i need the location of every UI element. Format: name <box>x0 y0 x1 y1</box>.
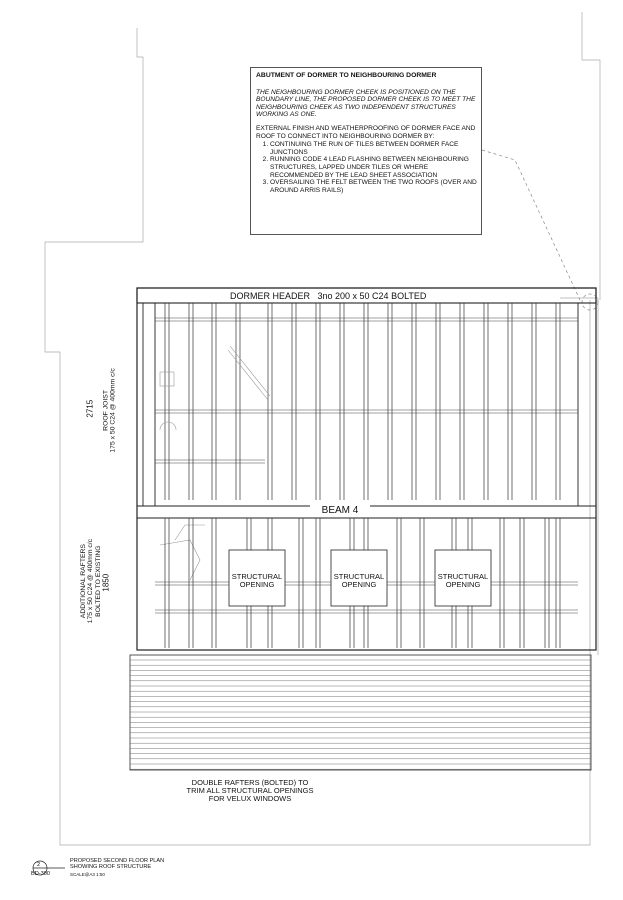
additional-rafters-line: BOLTED TO EXISTING <box>94 545 102 617</box>
additional-rafters-line: 175 x 50 C24 @ 400mm c/c <box>87 538 95 624</box>
roof-joists <box>165 303 560 500</box>
double-rafters-note <box>150 779 350 803</box>
structural-opening-label <box>229 573 285 589</box>
existing-roof-tiles <box>130 660 591 769</box>
drawing-title <box>70 858 230 870</box>
double-rafters-line: DOUBLE RAFTERS (BOLTED) TO <box>191 778 309 787</box>
structural-opening-label <box>331 573 387 589</box>
note-paragraph: THE NEIGHBOURING DORMER CHEEK IS POSITIONED ON THE BOUNDARY LINE, THE PROPOSED DORMER CHEEK IS TO MEET THE NEIGHBOURING CHEEK AS TWO INDEPENDENT STRUCTURES WORKING AS ONE. <box>256 88 476 119</box>
roof-joist-line: ROOF JOIST <box>102 390 110 431</box>
opening-label-line: OPENING <box>445 580 481 589</box>
note-item: 3. OVERSAILING THE FELT BETWEEN THE TWO ROOFS (OVER AND AROUND ARRIS RAILS) <box>270 179 477 194</box>
opening-label-line: OPENING <box>341 580 377 589</box>
roof-joist-label <box>103 355 118 465</box>
noggins-top <box>155 318 578 463</box>
dimension-2715: 2715 <box>85 399 95 418</box>
beam-label: BEAM 4 <box>310 505 370 516</box>
dormer-header-label: DORMER HEADER 3no 200 x 50 C24 BOLTED <box>230 291 427 301</box>
additional-rafters-label <box>80 526 102 636</box>
drawing-title-line: PROPOSED SECOND FLOOR PLAN <box>70 858 165 864</box>
additional-rafters-line: ADDITIONAL RAFTERS <box>79 544 87 619</box>
structural-opening-label <box>435 573 491 589</box>
opening-label-line: STRUCTURAL <box>231 572 283 581</box>
double-rafters-line: FOR VELUX WINDOWS <box>208 794 292 803</box>
opening-label-line: STRUCTURAL <box>333 572 385 581</box>
opening-label-line: STRUCTURAL <box>437 572 489 581</box>
drawing-title-line: SHOWING ROOF STRUCTURE <box>70 864 152 870</box>
double-rafters-line: TRIM ALL STRUCTURAL OPENINGS <box>186 786 314 795</box>
drawing-scale: SCALE@A3 1:50 <box>70 872 105 877</box>
existing-roof-outline <box>130 655 591 770</box>
note-intro: EXTERNAL FINISH AND WEATHERPROOFING OF DORMER FACE AND ROOF TO CONNECT INTO NEIGHBOURING DORMER BY: <box>256 124 476 140</box>
abutment-note <box>250 67 482 235</box>
roof-joist-line: 175 x 50 C24 @ 400mm c/c <box>110 368 117 453</box>
note-item: 2. RUNNING CODE 4 LEAD FLASHING BETWEEN NEIGHBOURING STRUCTURES, LAPPED UNDER TILES OR WHERE RECOMMENDED BY THE LEAD SHEET ASSOCIATION <box>270 156 477 179</box>
dimension-1850: 1850 <box>101 573 111 592</box>
note-item: 1. CONTINUING THE RUN OF TILES BETWEEN DORMER FACE JUNCTIONS <box>270 141 477 156</box>
note-title: ABUTMENT OF DORMER TO NEIGHBOURING DORMER <box>256 72 437 79</box>
neighbour-dashed-line <box>482 150 598 310</box>
opening-label-line: OPENING <box>239 580 275 589</box>
drawing-number: 2 <box>37 862 41 868</box>
note-list <box>256 141 477 194</box>
drawing-ref: BD-300 <box>31 871 50 877</box>
